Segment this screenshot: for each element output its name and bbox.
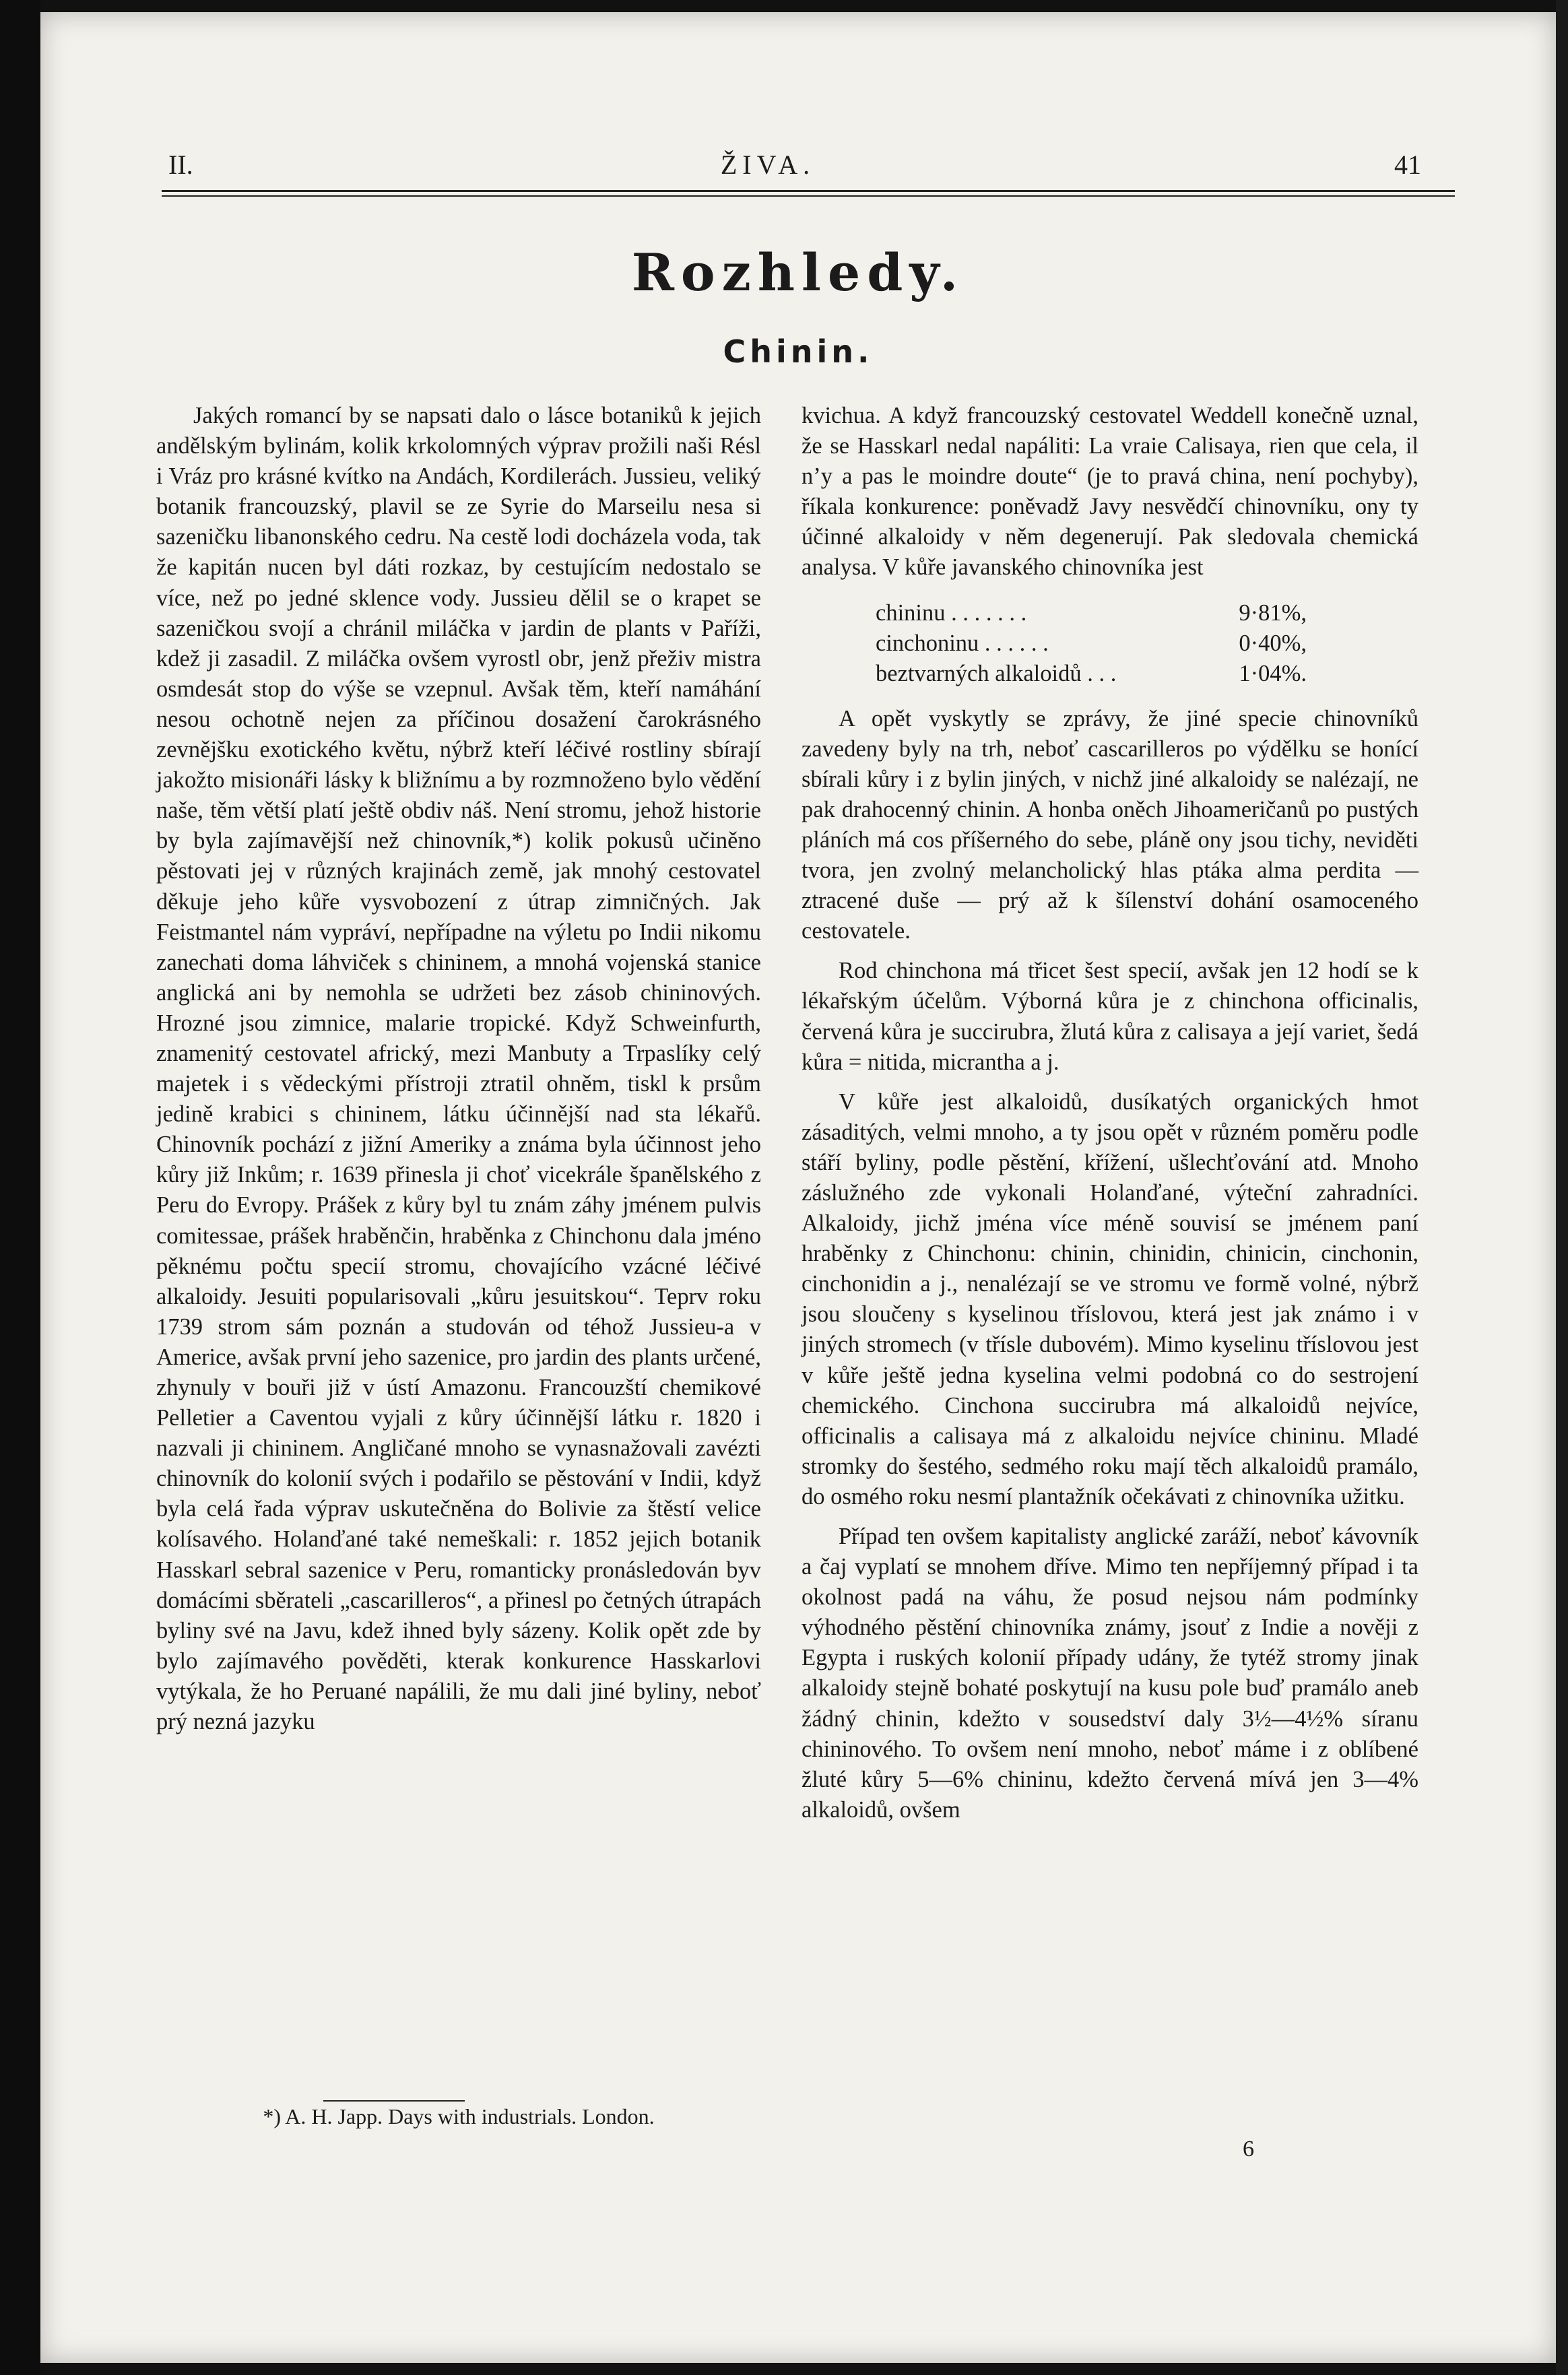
page xyxy=(40,12,1556,2363)
volume-number: II. xyxy=(168,150,193,180)
paragraph: V kůře jest alkaloidů, dusíkatých organických hmot zásaditých, velmi mnoho, a ty jsou opět v různém poměru podle stáří byliny, podle pěstění, křížení, ušlechťování atd. Mnoho záslužného zde vykonali Holanďané, výteční zahradníci. Alkaloidy, jichž jména více méně souvisí se jménem paní hraběnky z Chinchonu: chinin, chinidin, chinicin, cinchonin, cinchonidin a j., nenalézají se ve stromu ve formě volné, nýbrž jsou sloučeny s kyselinou tříslovou, která jest jak známo i v jiných stromech (v třísle dubovém). Mimo kyselinu tříslovou jest v kůře ještě jedna kyselina velmi podobná co do sestrojení chemického. Cinchona succirubra má alkaloidů nejvíce, officinalis a calisaya má z alkaloidu nejvíce chininu. Mladé stromky do šestého, sedmého roku mají těch alkaloidů pramálo, do osmého roku nesmí plantažník očekávati z chinovníka užitku. xyxy=(802,1088,1418,1509)
table-cell-value: 9·81%, xyxy=(1239,599,1307,626)
paragraph: Případ ten ovšem kapitalisty anglické zaráží, neboť kávovník a čaj vyplatí se mnohem dříve. Mimo ten nepříjemný případ i ta okolnost padá na váhu, že posud nejsou nám podmínky výhodného pěstění chinovníka známy, jsouť z Indie a nověji z Egypta i ruských kolonií případy udány, že tytéž stromy jinak alkaloidy stejně bohaté poskytují na kusu pole buď pramálo aneb žádný chinin, kdežto v sousedství daly 3½—4½% síranu chininového. To ovšem není mnoho, neboť máme i z oblíbené žluté kůry 5—6% chininu, kdežto červená mívá jen 3—4% alkaloidů, ovšem xyxy=(802,1524,1418,1823)
table-cell-value: 0·40%, xyxy=(1239,630,1307,656)
table-row xyxy=(876,598,1307,628)
header-rule-thin xyxy=(162,195,1455,197)
paragraph: Jakých romancí by se napsati dalo o lásce botaniků k jejich andělským bylinám, kolik krkolomných výprav prožili naši Résl i Vráz pro krásné kvítko na Andách, Kordilerách. Jussieu, veliký botanik francouzský, plavil se ze Syrie do Marseilu nesa si sazeničku libanonského cedru. Na cestě lodi docházela voda, tak že kapitán nucen byl dáti rozkaz, by cestujícím nedostalo se více, než po jedné sklence vody. Jussieu dělil se o krapet se sazeničkou svojí a chránil miláčka v jardin de plants v Paříži, kdež ji zasadil. Z miláčka ovšem vyrostl obr, jenž přeživ mistra osmdesát stop do výše se vzepnul. Avšak těm, kteří namáhání nesou ochotně nejen za příčinou dosažení čarokrásného zevnějšku exotického květu, nýbrž kteří léčivé rostliny sbírají jakožto misionáři lásky k bližnímu a by rozmnoženo bylo vědění naše, těm větší platí ještě obdiv náš. Není stromu, jehož historie by byla zajímavější než chinovník,*) kolik pokusů učiněno pěstovati jej v různých krajinách země, jak mnohý cestovatel děkuje jeho kůře vysvobození z útrap zimničných. Jak Feistmantel nám vypráví, nepřípadne na výletu po Indii nikomu zanechati doma láhviček s chininem, a mnohá vojenská stanice anglická ani by nemohla se udržeti bez zásob chininových. Hrozné jsou zimnice, malarie tropické. Když Schweinfurth, znamenitý cestovatel africký, mezi Manbuty a Trpaslíky celý majetek i s vědeckými přístroji ztratil ohněm, tiskl k prsům jedině krabici s chininem, látku účinnější nad sta lékařů. Chinovník pochází z jižní Ameriky a známa byla účinnost jeho kůry již Inkům; r. 1639 přinesla ji choť vicekrále španělského z Peru do Evropy. Prášek z kůry byl tu znám záhy jménem pulvis comitessae, prášek hraběnčin, hraběnka z Chinchonu dala jméno pěknému počtu specií stromu, chovajícího vzácné léčivé alkaloidy. Jesuiti popularisovali „kůru jesuitskou“. Teprv roku 1739 strom sám poznán a studován od téhož Jussieu-a v Americe, avšak první jeho sazenice, pro jardin des plants určené, zhynuly v bouři již v ústí Amazonu. Francouzští chemikové Pelletier a Caventou vyjali z kůry účinnější látku r. 1820 i nazvali ji chininem. Angličané mnoho se vynasnažovali zavézti chinovník do kolonií svých i podařilo se pěstování v Indii, když byla celá řada výprav uskutečněna do Bolivie za štěstí velice kolísavého. Holanďané také nemeškali: r. 1852 jejich botanik Hasskarl sebral sazenice v Peru, romanticky pronásledován byv domácími sběrateli „cascarilleros“, a přinesl po četných útrapách byliny své na Javu, kdež ihned byly sázeny. Kolik opět zde by bylo zajímavého pověděti, kterak konkurence Hasskarlovi vytýkala, že ho Peruané napálili, že mu dali jiné byliny, neboť prý nezná jazyku xyxy=(156,403,761,1735)
footnote-rule xyxy=(323,2100,465,2102)
table-cell-name: beztvarných alkaloidů . . . xyxy=(876,660,1117,686)
right-column xyxy=(802,401,1418,1825)
journal-title: ŽIVA. xyxy=(720,150,816,180)
scan-edge-left xyxy=(0,0,40,2375)
alkaloid-table xyxy=(876,598,1307,689)
header-rule xyxy=(162,190,1455,192)
section-title: Rozhledy. xyxy=(631,242,965,302)
table-cell-name: chininu . . . . . . . xyxy=(876,599,1027,626)
article-title: Chinin. xyxy=(723,333,874,370)
table-row xyxy=(876,628,1307,659)
page-number: 41 xyxy=(1394,150,1421,180)
signature-mark: 6 xyxy=(1243,2137,1254,2161)
paragraph: kvichua. A když francouzský cestovatel Weddell konečně uznal, že se Hasskarl nedal napáliti: La vraie Calisaya, rien que cela, il n’y a pas le moindre doute“ (je to pravá china, není pochyby), říkala konkurence: poněvadž Javy nesvědčí chinovníku, ony ty účinné alkaloidy v něm degenerují. Pak sledovala chemická analysa. V kůře javanského chinovníka jest xyxy=(802,403,1418,581)
paragraph: A opět vyskytly se zprávy, že jiné specie chinovníků zavedeny byly na trh, neboť cascarilleros po výdělku se honící sbírali kůry i z bylin jiných, v nichž jiné alkaloidy se nalézají, ne pak drahocenný chinin. A honba oněch Jihoameričanů po pustých pláních má cos příšerného do sebe, pláně ony jsou tichy, neviděti tvora, jen zvolný melancholický hlas ptáka alma perdita — ztracené duše — prý až k šílenství dohání osamoceného cestovatele. xyxy=(802,705,1418,944)
table-cell-name: cinchoninu . . . . . . xyxy=(876,630,1049,656)
paragraph: Rod chinchona má třicet šest specií, avšak jen 12 hodí se k lékařským účelům. Výborná kůra je z chinchona officinalis, červená kůra je succirubra, žlutá kůra z calisaya a její variet, šedá kůra = nitida, micrantha a j. xyxy=(802,958,1418,1075)
running-header xyxy=(115,145,1421,185)
scan-edge-right xyxy=(1556,0,1568,2375)
table-row xyxy=(876,659,1307,689)
footnote: *) A. H. Japp. Days with industrials. London. xyxy=(263,2104,655,2128)
left-column xyxy=(156,401,761,1737)
table-cell-value: 1·04%. xyxy=(1239,660,1307,686)
